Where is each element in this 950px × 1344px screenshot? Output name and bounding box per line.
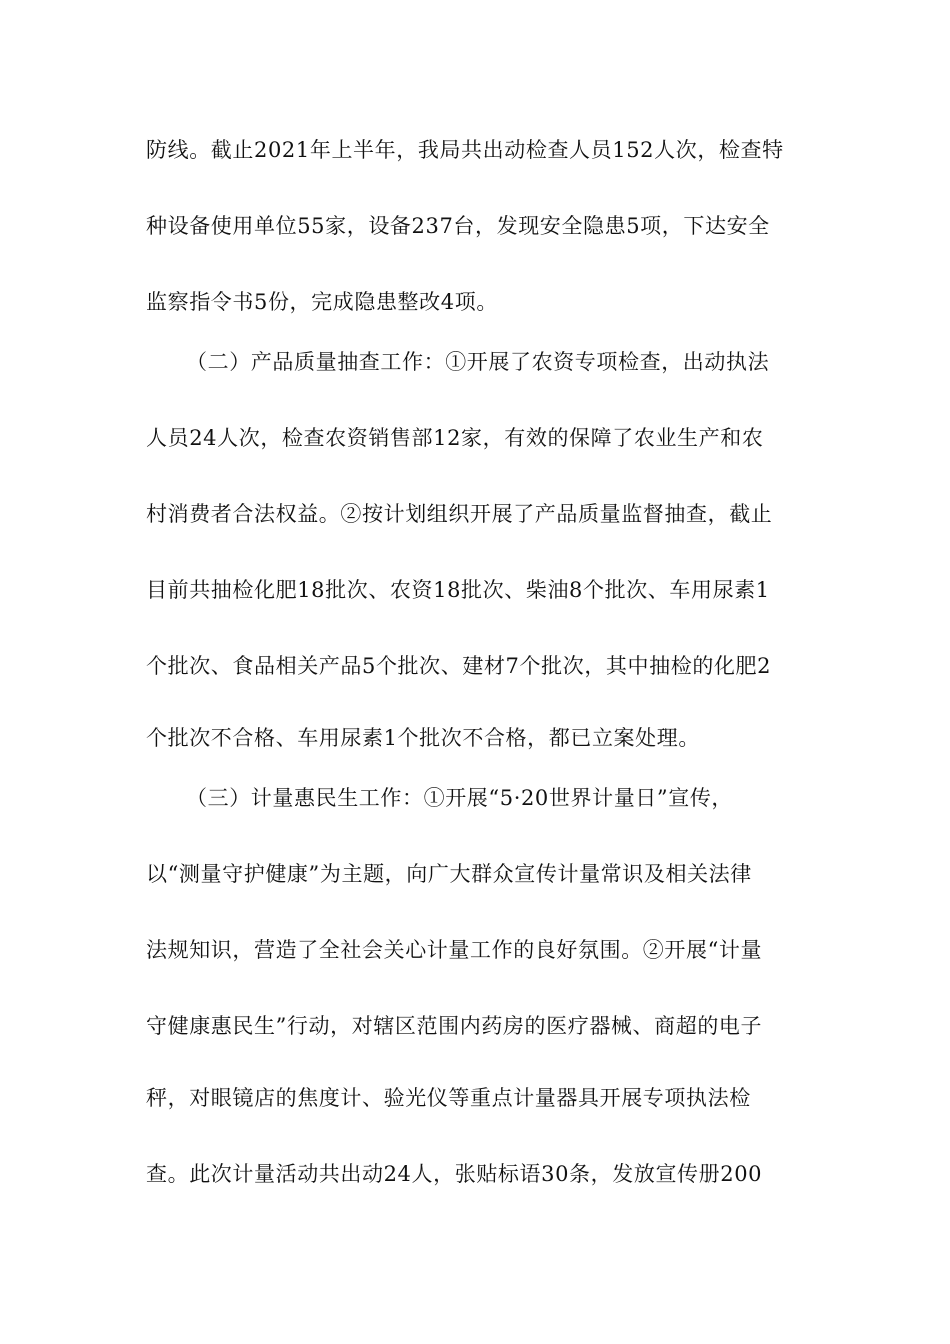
- text-line: 法规知识，营造了全社会关心计量工作的良好氛围。②开展“计量: [146, 938, 763, 962]
- text-line: 村消费者合法权益。②按计划组织开展了产品质量监督抽查，截止: [146, 502, 773, 526]
- text-line: 防线。截止2021年上半年，我局共出动检查人员152人次，检查特: [146, 138, 784, 162]
- text-line: 以“测量守护健康”为主题，向广大群众宣传计量常识及相关法律: [146, 862, 752, 886]
- paragraph-start-line: （二）产品质量抽查工作：①开展了农资专项检查，出动执法: [186, 350, 770, 374]
- text-line: 查。此次计量活动共出动24人，张贴标语30条，发放宣传册200: [146, 1162, 763, 1186]
- text-line: 目前共抽检化肥18批次、农资18批次、柴油8个批次、车用尿素1: [146, 578, 770, 602]
- text-line: 人员24人次，检查农资销售部12家，有效的保障了农业生产和农: [146, 426, 764, 450]
- text-line: 种设备使用单位55家，设备237台，发现安全隐患5项，下达安全: [146, 214, 770, 238]
- paragraph-start-line: （三）计量惠民生工作：①开展“5·20世界计量日”宣传，: [186, 786, 734, 810]
- text-line: 监察指令书5份，完成隐患整改4项。: [146, 290, 498, 314]
- text-line: 个批次不合格、车用尿素1个批次不合格，都已立案处理。: [146, 726, 700, 750]
- text-line: 秤，对眼镜店的焦度计、验光仪等重点计量器具开展专项执法检: [146, 1086, 751, 1110]
- text-line: 守健康惠民生”行动，对辖区范围内药房的医疗器械、商超的电子: [146, 1014, 763, 1038]
- text-line: 个批次、食品相关产品5个批次、建材7个批次，其中抽检的化肥2: [146, 654, 772, 678]
